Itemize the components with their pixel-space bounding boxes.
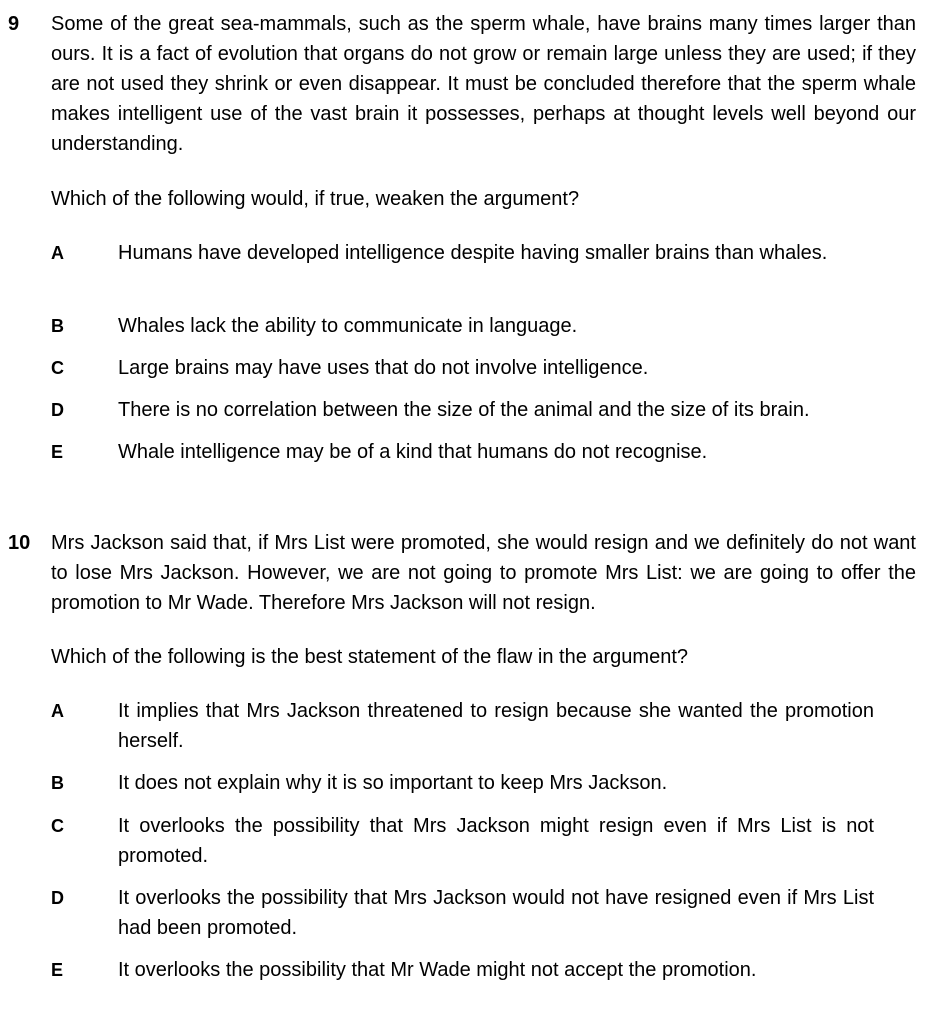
option-text: Large brains may have uses that do not involve intelligence. [118, 357, 649, 379]
option-text: Whales lack the ability to communicate in language. [118, 315, 578, 337]
option-letter: A [51, 243, 64, 263]
option-text: Whale intelligence may be of a kind that humans do not recognise. [118, 441, 708, 463]
question-prompt: Which of the following would, if true, weaken the argument? [51, 188, 580, 210]
option-letter: B [51, 773, 64, 793]
option-text: It implies that Mrs Jackson threatened to resign because she wanted the promotion herself. [118, 700, 874, 752]
option-text: There is no correlation between the size of the animal and the size of its brain. [118, 399, 810, 421]
option-text: It overlooks the possibility that Mr Wade might not accept the promotion. [118, 959, 757, 981]
option-letter: B [51, 316, 64, 336]
option-letter: E [51, 960, 64, 980]
option-letter: D [51, 888, 64, 908]
option-letter: E [51, 442, 64, 462]
question-number: 9 [8, 13, 20, 35]
option-letter: C [51, 358, 64, 378]
option-letter: A [51, 701, 64, 721]
question-number: 10 [8, 532, 31, 554]
option-text: It overlooks the possibility that Mrs Jackson would not have resigned even if Mrs List had been promoted. [118, 887, 874, 939]
option-text: It overlooks the possibility that Mrs Jackson might resign even if Mrs List is not promoted. [118, 815, 874, 867]
option-letter: D [51, 400, 64, 420]
option-text: It does not explain why it is so important to keep Mrs Jackson. [118, 772, 668, 794]
question-stem: Mrs Jackson said that, if Mrs List were promoted, she would resign and we definitely do not want to lose Mrs Jackson. However, we are not going to promote Mrs List: we are going to offer the promotion to Mr Wade. Therefore Mrs Jackson will not resign. [51, 532, 916, 614]
option-letter: C [51, 816, 64, 836]
question-prompt: Which of the following is the best statement of the flaw in the argument? [51, 646, 689, 668]
question-stem: Some of the great sea-mammals, such as the sperm whale, have brains many times larger than ours. It is a fact of evolution that organs do not grow or remain large unless they are used; if they are not used they shrink or even disappear. It must be concluded therefore that the sperm whale makes intelligent use of the vast brain it possesses, perhaps at thought levels well beyond our understanding. [51, 13, 916, 155]
option-text: Humans have developed intelligence despite having smaller brains than whales. [118, 242, 828, 264]
